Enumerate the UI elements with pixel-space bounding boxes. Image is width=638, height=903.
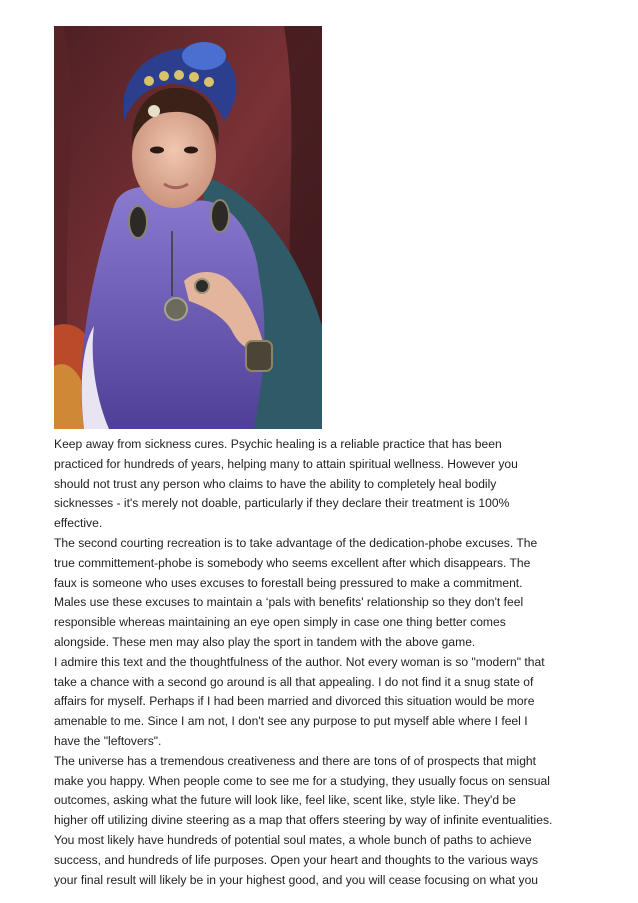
text-line: have the "leftovers".	[54, 733, 162, 748]
bracelet	[246, 341, 272, 371]
text-line: outcomes, asking what the future will look like, feel like, scent like, style like. They'd be	[54, 793, 516, 808]
earring-left	[129, 206, 147, 238]
text-line: success, and hundreds of life purposes. Open your heart and thoughts to the various ways	[54, 852, 539, 867]
text-line: The universe has a tremendous creativeness and there are tons of of prospects that might	[54, 753, 537, 768]
text-line: faux is someone who uses excuses to forestall being pressured to make a commitment.	[54, 575, 523, 590]
text-line: Keep away from sickness cures. Psychic healing is a reliable practice that has been	[54, 437, 502, 451]
forehead-jewel	[148, 105, 160, 117]
text-line: responsible whereas maintaining an eye open simply in case one thing better comes	[54, 615, 506, 630]
pendant	[165, 298, 187, 320]
text-line: higher off utilizing divine steering as a map that offers steering by way of infinite eventualities.	[54, 813, 553, 828]
text-line: should not trust any person who claims to have the ability to completely heal bodily	[54, 476, 497, 491]
text-line: make you happy. When people come to see me for a studying, they usually focus on sensual	[54, 773, 550, 788]
portrait-photo	[54, 26, 322, 429]
text-line: alongside. These men may also play the sport in tandem with the above game.	[54, 634, 476, 649]
text-line: Males use these excuses to maintain a ‘pals with benefits' relationship so they don't feel	[54, 595, 524, 610]
text-line: I admire this text and the thoughtfulness of the author. Not every woman is so "modern" that	[54, 654, 545, 669]
text-line: You most likely have hundreds of potential soul mates, a whole bunch of paths to achieve	[54, 832, 532, 847]
text-line: take a chance with a second go around is all that appealing. I do not find it a snug state of	[54, 674, 534, 689]
text-line: The second courting recreation is to take advantage of the dedication-phobe excuses. The	[54, 535, 538, 550]
text-line: amenable to me. Since I am not, I don't see any purpose to put myself able where I feel I	[54, 714, 528, 729]
text-line: affairs for myself. Perhaps if I had been married and divorced this situation would be more	[54, 694, 535, 709]
text-line: true committement-phobe is somebody who seems excellent after which disappears. The	[54, 555, 531, 570]
text-line: sicknesses - it's merely not doable, particularly if they declare their treatment is 100%	[54, 496, 510, 511]
earring-right	[211, 200, 229, 232]
text-line: effective.	[54, 516, 103, 531]
article-body	[54, 435, 594, 890]
text-line: your final result will likely be in your highest good, and you will cease focusing on what you	[54, 872, 539, 887]
text-line: practiced for hundreds of years, helping many to attain spiritual wellness. However you	[54, 456, 518, 471]
